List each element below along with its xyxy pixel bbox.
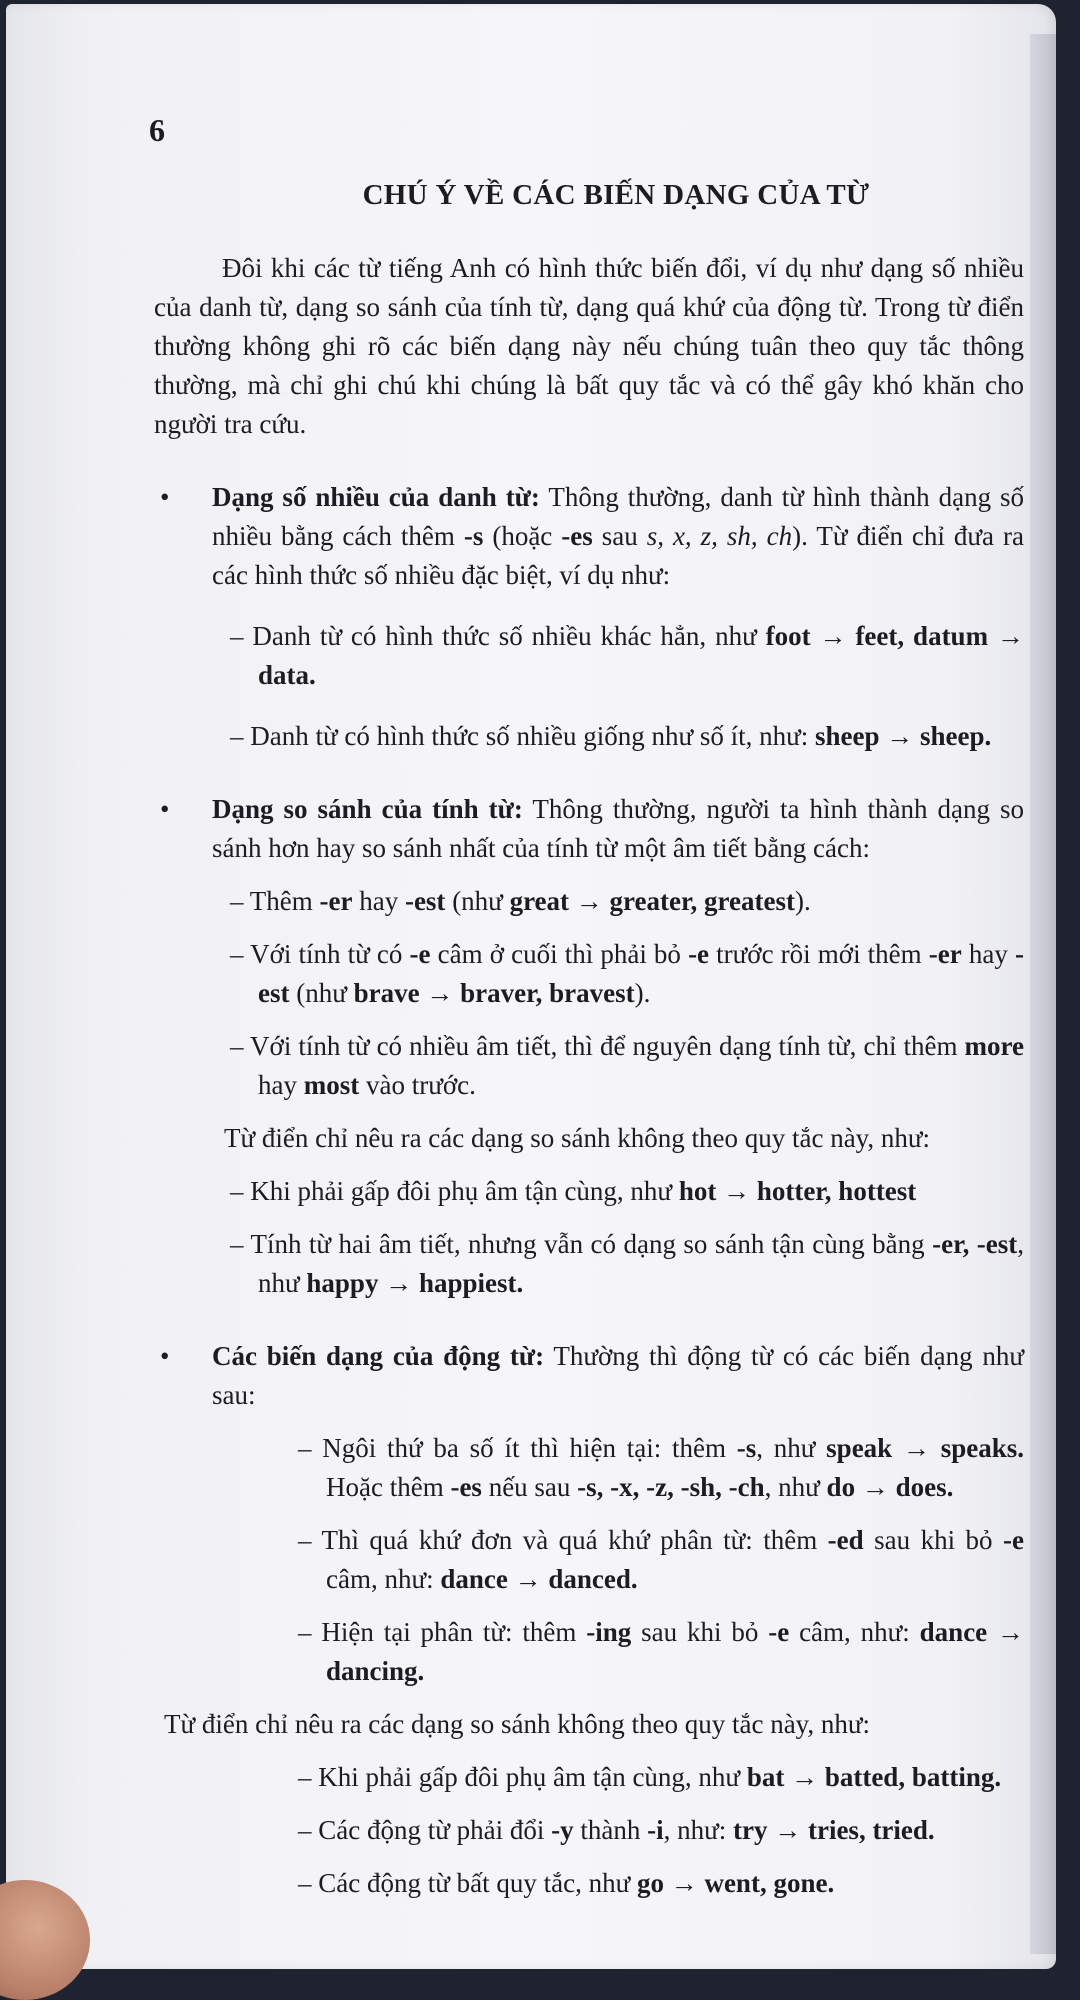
text: – Hiện tại phân từ: thêm [298,1617,587,1647]
suffix: -er [319,886,353,916]
text: hay [352,886,405,916]
page-edge [1030,34,1056,1954]
text: – Thêm [230,886,320,916]
text: , như [258,1229,1024,1298]
example: dance → dancing. [326,1617,1025,1686]
suffix: -e [688,939,710,969]
verbs-irregular-2 [154,1811,1024,1850]
verbs-item-3 [154,1613,1024,1691]
suffix: -e [409,939,431,969]
intro-paragraph: Đôi khi các từ tiếng Anh có hình thức biến đổi, ví dụ như dạng số nhiều của danh từ, dạng so sánh của tính từ, dạng quá khứ của động từ. Trong từ điển thường không ghi rõ các biến dạng này nếu chúng tuân theo quy tắc thông thường, mà chỉ ghi chú khi chúng là bất quy tắc và có thể gây khó khăn cho người tra cứu. [154,253,1024,439]
bullet-verbs-head: Các biến dạng của động từ: [212,1341,545,1371]
text: ). [794,886,811,916]
example: happy → happiest. [306,1268,524,1298]
verbs-item-1 [154,1429,1024,1507]
text: – Tính từ hai âm tiết, nhưng vẫn có dạng so sánh tận cùng bằng [230,1229,933,1259]
book-page [6,4,1056,1969]
example: dance → danced. [440,1564,638,1594]
text: nếu sau [481,1472,578,1502]
text: Thường thì động từ có các biến dạng như sau: [212,1341,1025,1410]
bullet-verbs [154,1337,1024,1415]
text: – Khi phải gấp đôi phụ âm tận cùng, như [298,1762,747,1792]
nouns-item-1 [154,617,1024,695]
bullet-dot: • [160,1341,170,1371]
text: Thông thường, danh từ hình thành dạng số nhiều bằng cách thêm [212,482,1025,551]
suffix: -ed [827,1525,864,1555]
text: Hoặc thêm [326,1472,451,1502]
text: trước rồi mới thêm [709,939,929,969]
example: try → tries, tried. [733,1815,935,1845]
suffix: -er, -est [932,1229,1018,1259]
text: – Thì quá khứ đơn và quá khứ phân từ: thêm [298,1525,828,1555]
text: (như [445,886,510,916]
text: ). [634,978,651,1008]
text: – Các động từ bất quy tắc, như [298,1868,637,1898]
suffix: -est [404,886,446,916]
suffix: -s [463,521,484,551]
verbs-irregular-note: Từ điển chỉ nêu ra các dạng so sánh không theo quy tắc này, như: [164,1709,871,1739]
text: hay [961,939,1015,969]
suffix: -i [647,1815,664,1845]
bullet-dot: • [160,482,170,512]
verbs-item-2 [154,1521,1024,1599]
text: (như [289,978,354,1008]
suffix: -est [258,939,1024,1008]
example: speak → speaks. [826,1433,1025,1463]
suffix: -ing [586,1617,632,1647]
text: câm, như: [789,1617,920,1647]
text: – Với tính từ có nhiều âm tiết, thì để nguyên dạng tính từ, chỉ thêm [230,1031,965,1061]
example: hot → hotter, hottest [678,1176,917,1206]
text: – Các động từ phải đổi [298,1815,552,1845]
example: sheep → sheep. [815,721,992,751]
adjectives-irregular-1 [154,1172,1024,1211]
example: foot → feet, datum → data. [258,621,1024,690]
bullet-nouns [154,478,1024,595]
text: – Danh từ có hình thức số nhiều khác hẳn, như [230,621,766,651]
suffix: -es [450,1472,482,1502]
text: Thông thường, người ta hình thành dạng so sánh hơn hay so sánh nhất của tính từ một âm tiết bằng cách: [212,794,1024,863]
page-content [154,249,1024,1903]
verbs-irregular-1 [154,1758,1024,1797]
adjectives-item-3 [154,1027,1024,1105]
text: thành [573,1815,648,1845]
suffix-list: -s, -x, -z, -sh, -ch [577,1472,765,1502]
suffix: -y [551,1815,574,1845]
page-title: CHÚ Ý VỀ CÁC BIẾN DẠNG CỦA TỪ [362,179,870,211]
adjectives-item-1 [154,882,1024,921]
text: – Khi phải gấp đôi phụ âm tận cùng, như [230,1176,679,1206]
suffix: -s [736,1433,757,1463]
text: câm ở cuối thì phải bỏ [430,939,689,969]
text: , như [756,1433,827,1463]
example: brave → braver, bravest [353,978,635,1008]
text: , như: [663,1815,733,1845]
keyword: more [964,1031,1024,1061]
text: , như [764,1472,827,1502]
adjectives-item-2 [154,935,1024,1013]
text: vào trước. [359,1070,476,1100]
text: sau khi bỏ [631,1617,769,1647]
text: ). Từ điển chỉ đưa ra các hình thức số nhiều đặc biệt, ví dụ như: [212,521,1024,590]
text: hay [258,1070,304,1100]
text: – Ngôi thứ ba số ít thì hiện tại: thêm [298,1433,737,1463]
adjectives-irregular-note: Từ điển chỉ nêu ra các dạng so sánh không theo quy tắc này, như: [224,1123,931,1153]
text: sau khi bỏ [863,1525,1004,1555]
suffix: -e [768,1617,790,1647]
bullet-dot: • [160,794,170,824]
suffix: -er [928,939,962,969]
bullet-adjectives [154,790,1024,868]
example: bat → batted, batting. [746,1762,1002,1792]
example: do → does. [826,1472,954,1502]
suffix: -es [561,521,593,551]
verbs-irregular-3 [154,1864,1024,1903]
text: (hoặc [483,521,562,551]
nouns-item-2 [154,717,1024,756]
adjectives-irregular-2 [154,1225,1024,1303]
keyword: most [303,1070,360,1100]
example: great → greater, greatest [509,886,795,916]
text: câm, như: [326,1564,441,1594]
bullet-adjectives-head: Dạng so sánh của tính từ: [212,794,523,824]
bullet-nouns-head: Dạng số nhiều của danh từ: [212,482,540,512]
page-number: 6 [149,112,165,148]
text: – Với tính từ có [230,939,410,969]
example: go → went, gone. [636,1868,835,1898]
letters: s, x, z, sh, ch [646,521,793,551]
suffix: -e [1003,1525,1024,1555]
text: sau [592,521,647,551]
text: – Danh từ có hình thức số nhiều giống như số ít, như: [230,721,815,751]
